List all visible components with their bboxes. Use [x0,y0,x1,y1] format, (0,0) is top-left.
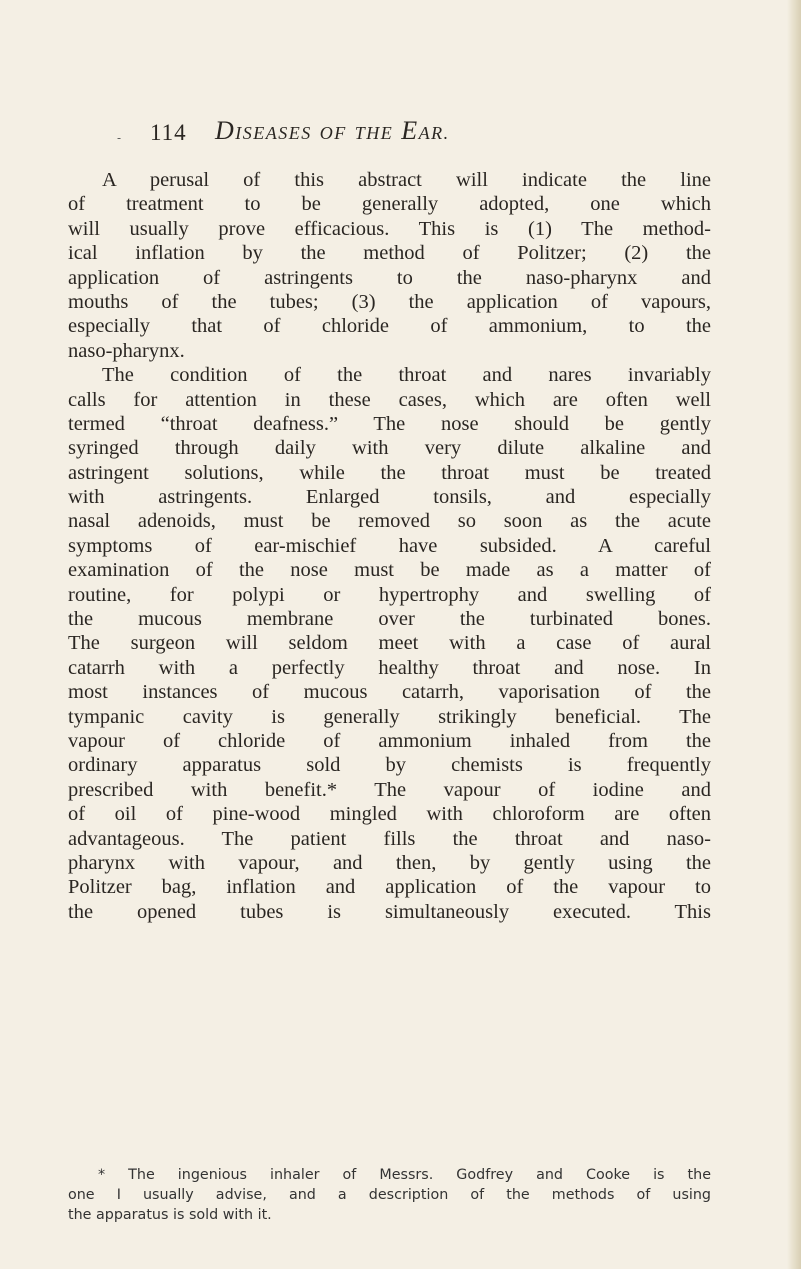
body-line: will usually prove efficacious. This is (1) The method- [68,217,711,240]
body-line: naso-pharynx. [68,339,185,362]
body-line: advantageous. The patient fills the throat and naso- [68,827,711,850]
footnote-line: * The ingenious inhaler of Messrs. Godfrey and Cooke is the [98,1167,711,1183]
body-line: ical inflation by the method of Politzer; (2) the [68,242,711,265]
running-title [215,116,450,146]
body-line: especially that of chloride of ammonium, to the [68,315,711,338]
title-word-1: DISEASES [215,116,312,145]
running-head [150,116,710,150]
body-line: pharynx with vapour, and then, by gently using the [68,851,711,874]
body-line: astringent solutions, while the throat must be treated [68,461,711,484]
body-line: tympanic cavity is generally strikingly beneficial. The [68,705,711,728]
page-number: 114 [150,120,187,145]
body-line: of treatment to be generally adopted, one which [68,193,711,216]
page-edge-shadow [787,0,801,1269]
body-line: of oil of pine-wood mingled with chloroform are often [68,803,711,826]
body-line: routine, for polypi or hypertrophy and swelling of [68,583,711,606]
body-line: examination of the nose must be made as a matter of [68,559,711,582]
body-line: syringed through daily with very dilute alkaline and [68,437,711,460]
title-word-4: EAR. [401,116,450,145]
footnote [68,1165,711,1225]
body-line: application of astringents to the naso-pharynx and [68,266,711,289]
margin-mark: - [117,131,122,145]
body-line: the mucous membrane over the turbinated bones. [68,608,711,631]
body-line: ordinary apparatus sold by chemists is frequently [68,754,711,777]
body-line: A perusal of this abstract will indicate the line [102,169,711,191]
body-line: most instances of mucous catarrh, vaporisation of the [68,681,711,704]
footnote-line: the apparatus is sold with it. [68,1207,272,1223]
footnote-line: one I usually advise, and a description of the methods of using [68,1187,711,1203]
body-line: vapour of chloride of ammonium inhaled from the [68,729,711,752]
body-line: with astringents. Enlarged tonsils, and especially [68,486,711,509]
body-line: nasal adenoids, must be removed so soon as the acute [68,510,711,533]
body-text [68,168,711,924]
body-line: The surgeon will seldom meet with a case of aural [68,632,711,655]
body-line: calls for attention in these cases, which are often well [68,388,711,411]
body-line: prescribed with benefit.* The vapour of iodine and [68,778,711,801]
body-line: mouths of the tubes; (3) the application of vapours, [68,290,711,313]
body-line: Politzer bag, inflation and application of the vapour to [68,876,711,899]
body-line: the opened tubes is simultaneously executed. This [68,900,711,923]
title-word-3: THE [354,123,394,143]
body-line: termed “throat deafness.” The nose should be gently [68,412,711,435]
title-word-2: OF [319,123,347,143]
body-line: The condition of the throat and nares invariably [102,364,711,387]
body-line: symptoms of ear-mischief have subsided. A careful [68,534,711,557]
body-line: catarrh with a perfectly healthy throat and nose. In [68,656,711,679]
